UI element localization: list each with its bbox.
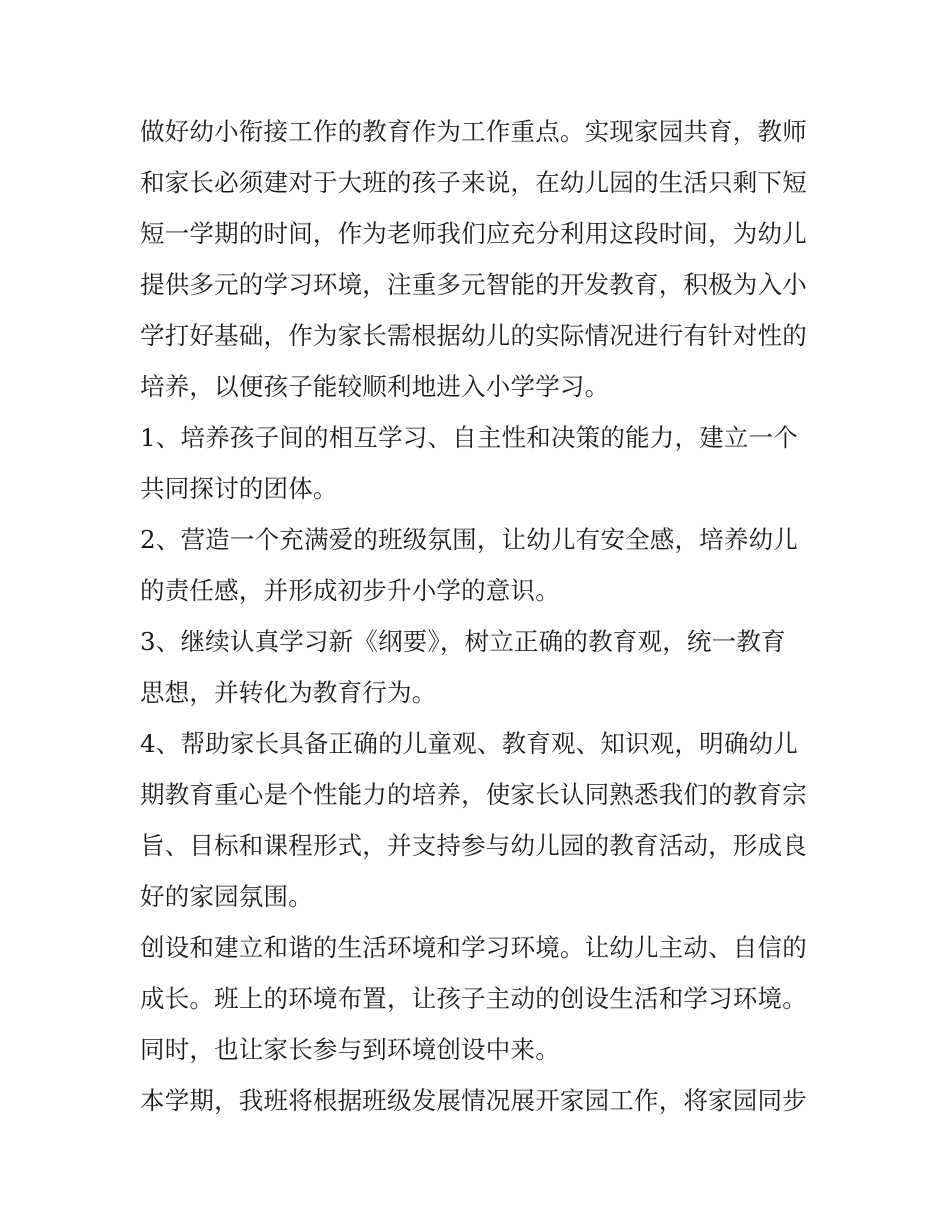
text-line: 培养，以便孩子能较顺利地进入小学学习。 xyxy=(140,372,610,401)
list-item-4-line: 好的家园氛围。 xyxy=(140,882,313,911)
text-line: 学打好基础，作为家长需根据幼儿的实际情况进行有针对性的 xyxy=(140,321,807,350)
text-line: 做好幼小衔接工作的教育作为工作重点。实现家园共育，教师 xyxy=(140,117,807,146)
text-line: 同时，也让家长参与到环境创设中来。 xyxy=(140,1035,560,1064)
list-item-2-line: 的责任感，并形成初步升小学的意识。 xyxy=(140,576,560,605)
list-item-4-line: 期教育重心是个性能力的培养，使家长认同熟悉我们的教育宗 xyxy=(140,780,807,809)
list-item-3-line: 3、继续认真学习新《纲要》，树立正确的教育观，统一教育 xyxy=(140,627,786,656)
list-item-4-line: 4、帮助家长具备正确的儿童观、教育观、知识观，明确幼儿 xyxy=(140,729,798,758)
list-item-4-line: 旨、目标和课程形式，并支持参与幼儿园的教育活动，形成良 xyxy=(140,831,807,860)
text-line: 创设和建立和谐的生活环境和学习环境。让幼儿主动、自信的 xyxy=(140,933,807,962)
text-line: 和家长必须建对于大班的孩子来说，在幼儿园的生活只剩下短 xyxy=(140,168,807,197)
text-line: 提供多元的学习环境，注重多元智能的开发教育，积极为入小 xyxy=(140,270,807,299)
document-body xyxy=(140,106,816,1126)
text-line: 成长。班上的环境布置，让孩子主动的创设生活和学习环境。 xyxy=(140,984,807,1013)
list-item-3-line: 思想，并转化为教育行为。 xyxy=(140,678,437,707)
list-item-1-line: 1、培养孩子间的相互学习、自主性和决策的能力，建立一个 xyxy=(140,423,798,452)
list-item-1-line: 共同探讨的团体。 xyxy=(140,474,338,503)
text-line: 本学期，我班将根据班级发展情况展开家园工作，将家园同步 xyxy=(140,1086,807,1115)
list-item-2-line: 2、营造一个充满爱的班级氛围，让幼儿有安全感，培养幼儿 xyxy=(140,525,798,554)
text-line: 短一学期的时间，作为老师我们应充分利用这段时间，为幼儿 xyxy=(140,219,807,248)
